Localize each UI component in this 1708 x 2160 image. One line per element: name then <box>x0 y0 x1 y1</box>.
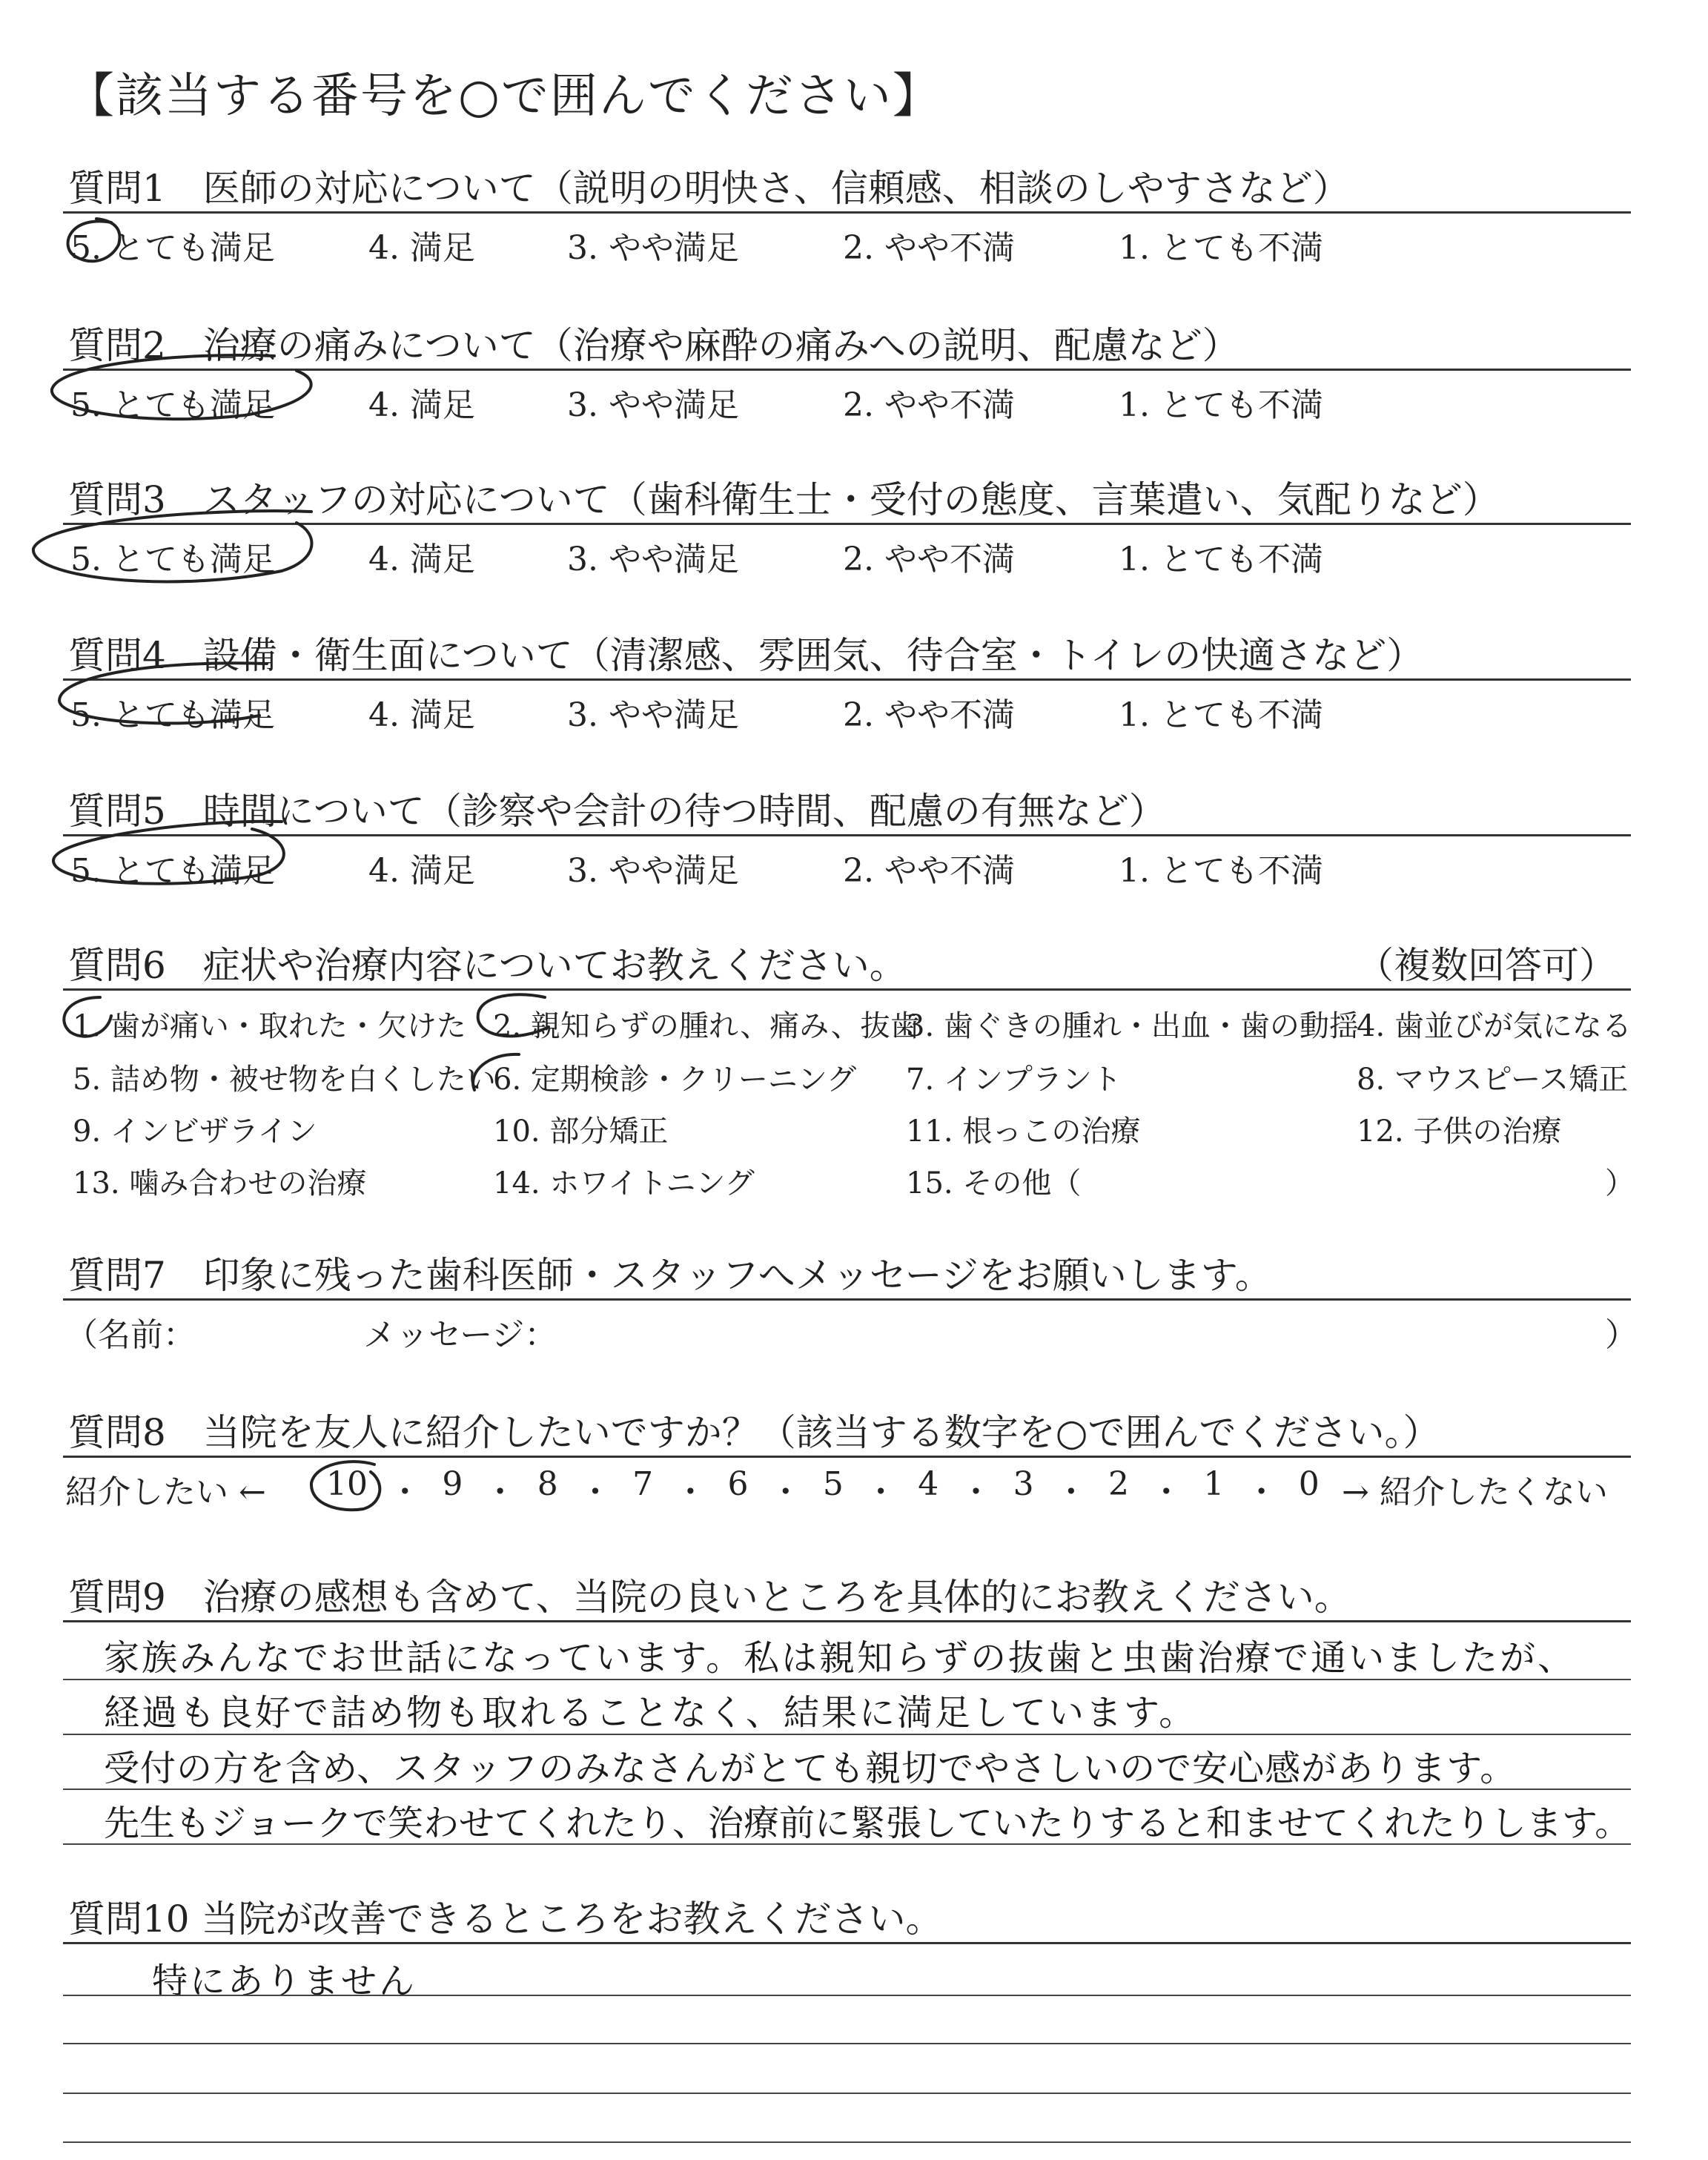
q8-dot: ・ <box>1245 1473 1278 1511</box>
q5-option-1[interactable]: 1. とても不満 <box>1119 852 1323 890</box>
q6-item-10[interactable]: 10. 部分矯正 <box>493 1114 669 1149</box>
q1-option-1[interactable]: 1. とても不満 <box>1119 229 1323 267</box>
q4-option-1[interactable]: 1. とても不満 <box>1119 696 1323 734</box>
q8-score-6[interactable]: 6 <box>727 1465 749 1503</box>
q8-score-0[interactable]: 0 <box>1298 1465 1320 1503</box>
q6-item-13[interactable]: 13. 噛み合わせの治療 <box>73 1166 367 1200</box>
q3-option-2[interactable]: 2. やや不満 <box>843 541 1015 578</box>
q1-option-5[interactable]: 5. とても満足 <box>70 229 275 267</box>
q8-right-label: → 紹介したくない <box>1342 1473 1608 1511</box>
q8-dot: ・ <box>1054 1473 1088 1511</box>
q2-option-2[interactable]: 2. やや不満 <box>843 386 1015 424</box>
q8-dot: ・ <box>578 1473 612 1511</box>
q2-divider <box>63 369 1631 371</box>
q8-score-2[interactable]: 2 <box>1108 1465 1129 1503</box>
q8-dot: ・ <box>1150 1473 1183 1511</box>
q7-close-paren: ） <box>1605 1316 1638 1354</box>
q8-score-8[interactable]: 8 <box>537 1465 558 1503</box>
q7-title: 質問7 印象に残った歯科医師・スタッフへメッセージをお願いします。 <box>68 1254 1272 1297</box>
q1-option-3[interactable]: 3. やや満足 <box>567 229 739 267</box>
q5-option-3[interactable]: 3. やや満足 <box>567 852 739 890</box>
q1-divider <box>63 211 1631 214</box>
q8-scale <box>326 1465 1320 1513</box>
q10-answer-line-1: 特にありません <box>152 1961 417 2002</box>
q9-answer-line-1: 家族みんなでお世話になっています。私は親知らずの抜歯と虫歯治療で通いましたが、 <box>104 1637 1576 1679</box>
q4-divider <box>63 678 1631 681</box>
q6-item-9[interactable]: 9. インビザライン <box>73 1114 317 1149</box>
q4-title: 質問4 設備・衛生面について（清潔感、雰囲気、待合室・トイレの快適さなど） <box>68 634 1424 677</box>
q8-left-label: 紹介したい ← <box>65 1473 266 1511</box>
q3-option-5[interactable]: 5. とても満足 <box>70 541 275 578</box>
q6-item-4[interactable]: 4. 歯並びが気になる <box>1357 1009 1632 1043</box>
q6-note: （複数回答可） <box>1357 944 1616 987</box>
q6-item-12[interactable]: 12. 子供の治療 <box>1357 1114 1562 1149</box>
q6-item-5[interactable]: 5. 詰め物・被せ物を白くしたい <box>73 1063 496 1097</box>
q8-score-9[interactable]: 9 <box>442 1465 463 1503</box>
q8-divider <box>63 1456 1631 1458</box>
q7-divider <box>63 1298 1631 1301</box>
q6-item-7[interactable]: 7. インプラント <box>906 1063 1122 1097</box>
q5-option-4[interactable]: 4. 満足 <box>368 852 475 890</box>
q8-score-5[interactable]: 5 <box>822 1465 844 1503</box>
q8-score-4[interactable]: 4 <box>918 1465 939 1503</box>
q10-answer-rule <box>63 1995 1631 1996</box>
q5-divider <box>63 834 1631 836</box>
q3-option-4[interactable]: 4. 満足 <box>368 541 475 578</box>
q5-title: 質問5 時間について（診察や会計の待つ時間、配慮の有無など） <box>68 790 1166 833</box>
q4-option-4[interactable]: 4. 満足 <box>368 696 475 734</box>
q7-name-label: （名前： <box>65 1316 196 1354</box>
q6-item-15[interactable]: 15. その他（ <box>906 1166 1082 1200</box>
q10-divider <box>63 1942 1631 1944</box>
q9-divider <box>63 1620 1631 1622</box>
q9-answer-line-2: 経過も良好で詰め物も取れることなく、結果に満足しています。 <box>104 1692 1197 1734</box>
q2-option-5[interactable]: 5. とても満足 <box>70 386 275 424</box>
q6-other-close: ） <box>1605 1166 1635 1200</box>
q6-item-8[interactable]: 8. マウスピース矯正 <box>1357 1063 1629 1097</box>
q3-title: 質問3 スタッフの対応について（歯科衛生士・受付の態度、言葉遣い、気配りなど） <box>68 478 1500 521</box>
q8-dot: ・ <box>959 1473 993 1511</box>
q7-message-label: メッセージ： <box>363 1316 557 1354</box>
q5-option-2[interactable]: 2. やや不満 <box>843 852 1015 890</box>
q8-dot: ・ <box>864 1473 898 1511</box>
q8-dot: ・ <box>483 1473 517 1511</box>
q6-title: 質問6 症状や治療内容についてお教えください。 <box>68 944 907 987</box>
q4-option-5[interactable]: 5. とても満足 <box>70 696 275 734</box>
q3-divider <box>63 523 1631 525</box>
q2-option-3[interactable]: 3. やや満足 <box>567 386 739 424</box>
q2-title: 質問2 治療の痛みについて（治療や麻酔の痛みへの説明、配慮など） <box>68 324 1239 367</box>
q6-item-11[interactable]: 11. 根っこの治療 <box>906 1114 1141 1149</box>
q1-option-4[interactable]: 4. 満足 <box>368 229 475 267</box>
q8-dot: ・ <box>769 1473 802 1511</box>
q9-answer-line-4: 先生もジョークで笑わせてくれたり、治療前に緊張していたりすると和ませてくれたりします。 <box>104 1803 1631 1844</box>
q10-answer-rule <box>63 2141 1631 2143</box>
q10-answer-rule <box>63 2043 1631 2044</box>
q6-divider <box>63 988 1631 991</box>
q6-item-14[interactable]: 14. ホワイトニング <box>493 1166 755 1200</box>
q8-title: 質問8 当院を友人に紹介したいですか？（該当する数字を○で囲んでください。） <box>68 1411 1440 1454</box>
q2-option-1[interactable]: 1. とても不満 <box>1119 386 1323 424</box>
q1-title: 質問1 医師の対応について（説明の明快さ、信頼感、相談のしやすさなど） <box>68 167 1350 210</box>
q6-item-3[interactable]: 3. 歯ぐきの腫れ・出血・歯の動揺 <box>906 1009 1359 1043</box>
q3-option-1[interactable]: 1. とても不満 <box>1119 541 1323 578</box>
q8-dot: ・ <box>388 1473 422 1511</box>
q10-answer-rule <box>63 2093 1631 2094</box>
q8-dot: ・ <box>674 1473 707 1511</box>
page-header: 【該当する番号を○で囲んでください】 <box>67 69 941 124</box>
q6-item-6[interactable]: 6. 定期検診・クリーニング <box>493 1063 857 1097</box>
q1-option-2[interactable]: 2. やや不満 <box>843 229 1015 267</box>
q3-option-3[interactable]: 3. やや満足 <box>567 541 739 578</box>
q9-answer-line-3: 受付の方を含め、スタッフのみなさんがとても親切でやさしいので安心感があります。 <box>104 1748 1517 1789</box>
q8-score-7[interactable]: 7 <box>632 1465 654 1503</box>
q6-item-2[interactable]: 2. 親知らずの腫れ、痛み、抜歯 <box>493 1009 920 1043</box>
q10-title: 質問10 当院が改善できるところをお教えください。 <box>68 1898 943 1941</box>
q5-option-5[interactable]: 5. とても満足 <box>70 852 275 890</box>
q6-item-1[interactable]: 1. 歯が痛い・取れた・欠けた <box>73 1009 466 1043</box>
q2-option-4[interactable]: 4. 満足 <box>368 386 475 424</box>
q8-score-1[interactable]: 1 <box>1203 1465 1225 1503</box>
q8-score-3[interactable]: 3 <box>1013 1465 1034 1503</box>
q4-option-3[interactable]: 3. やや満足 <box>567 696 739 734</box>
q9-title: 質問9 治療の感想も含めて、当院の良いところを具体的にお教えください。 <box>68 1576 1351 1619</box>
q4-option-2[interactable]: 2. やや不満 <box>843 696 1015 734</box>
q8-score-10[interactable]: 10 <box>326 1465 368 1503</box>
